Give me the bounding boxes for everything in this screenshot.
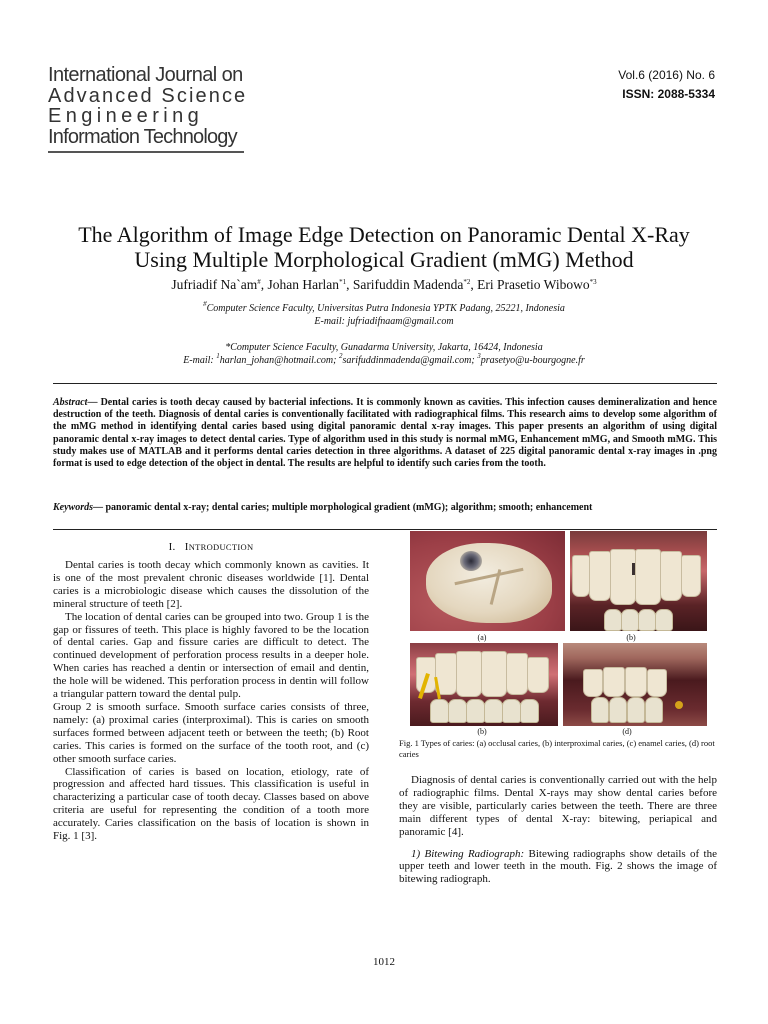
email-prefix: E-mail: [183, 355, 217, 366]
title-line-2: Using Multiple Morphological Gradient (mMG) Method [134, 247, 634, 272]
journal-name-line-3: Engineering [48, 105, 204, 127]
journal-logo-rule [48, 151, 244, 153]
affiliation-2-emails [40, 354, 728, 367]
diagnosis-paragraph: Diagnosis of dental caries is conventionally carried out with the help of radiographic films. Dental X-rays may show dental caries before they are visible, particularly caries between the teeth. There are three main different types of dental X-ray: bitewing, periapical and panoramic [4]. [399, 774, 717, 838]
right-column [399, 774, 717, 886]
author-1-mark: # [257, 278, 261, 286]
keywords [53, 502, 717, 513]
email-3[interactable]: prasetyo@u-bourgogne.fr [480, 355, 585, 366]
author-2-mark: *1 [339, 278, 347, 286]
journal-name-line-4: Information Technology [48, 126, 237, 148]
abstract-text: — Dental caries is tooth decay caused by bacterial infections. It is commonly known as cavities. This infection causes demineralization and hence destruction of the teeth. Diagnosis of dental caries is conventionally facilitated with radiographical films. This research aims to develop some algorithm of the mMG method in identifying dental caries based using digital panoramic dental x-ray images. This paper presents an algorithm of using digital panoramic dental x-ray images to detect dental caries. Type of algorithm used in this study is normal mMG, Enhancement mMG, and Smooth mMG. This study makes use of MATLAB and it performs dental caries detection in three algorithms. A dataset of 225 digital panoramic dental x-ray images in .png format is used to edge detection of the object in dental. The results are helpful to identify such caries from the tooth. [53, 397, 717, 470]
bitewing-paragraph [399, 848, 717, 887]
email-1[interactable]: harlan_johan@hotmail.com; [219, 355, 339, 366]
volume-info [618, 66, 715, 104]
affiliation-1-text: Computer Science Faculty, Universitas Putra Indonesia YPTK Padang, 25221, Indonesia [206, 303, 565, 314]
volume-number: Vol.6 (2016) No. 6 [618, 68, 715, 82]
bitewing-text: Bitewing radiographs show details of the upper teeth and lower teeth in the mouth. Fig. 2 shows the image of bitewing radiograph. [399, 847, 717, 886]
author-2: , Johan Harlan [260, 277, 340, 292]
email-3-mark: 3 [477, 352, 481, 360]
author-3: , Sarifuddin Madenda [346, 277, 464, 292]
intro-paragraph-4: Classification of caries is based on location, etiology, rate of progression and affected hard tissues. This classification is useful in characterizing a particular case of tooth decay. Classes based on above criteria are useful for representing the condition of a tooth more accurately. Caries classification on the basis of location is shown in Fig. 1 [3]. [53, 765, 369, 843]
email-2-mark: 2 [338, 352, 343, 360]
affiliation-2-text: *Computer Science Faculty, Gunadarma University, Jakarta, 16424, Indonesia [225, 342, 543, 353]
email-1-mark: 1 [216, 352, 220, 360]
journal-logo [48, 64, 248, 153]
intro-paragraph-3: Group 2 is smooth surface. Smooth surface caries consists of three, namely: (a) proximal caries (interproximal). This is caries on smooth surfaces formed between adjacent teeth or between the teeth; (b) Root caries. This caries is formed on the surface of the tooth root, and (c) other smooth surface caries. [53, 700, 369, 765]
intro-paragraph-1: Dental caries is tooth decay which commonly known as cavities. It is one of the most prevalent chronic diseases worldwide [1]. Dental caries is a microbiologic disease which causes the dissolution of the mineral structure of teeth [2]. [53, 559, 369, 610]
affiliation-2 [40, 341, 728, 367]
author-list [40, 277, 728, 293]
keywords-text: — panoramic dental x-ray; dental caries; multiple morphological gradient (mMG); algorithm; smooth; enhancement [93, 502, 593, 513]
figure-1c-enamel-caries-photo [410, 643, 558, 726]
left-column [53, 559, 369, 843]
figure-1d-label: (d) [622, 727, 632, 736]
figure-1d-root-caries-photo [563, 643, 707, 726]
author-1: Jufriadif Na`am [171, 277, 258, 292]
abstract-label: Abstract [53, 397, 88, 408]
figure-1b-label: (b) [626, 633, 636, 642]
abstract [53, 397, 717, 470]
figure-1b-interproximal-caries-photo [570, 531, 707, 631]
page-number: 1012 [373, 956, 395, 968]
author-4-mark: *3 [589, 278, 597, 286]
affiliation-1 [40, 302, 728, 328]
abstract-top-rule [53, 383, 717, 384]
author-3-mark: *2 [463, 278, 471, 286]
section-number: I. [168, 541, 176, 553]
author-4: , Eri Prasetio Wibowo [470, 277, 590, 292]
affiliation-1-mark: # [203, 300, 207, 308]
title-line-1: The Algorithm of Image Edge Detection on Panoramic Dental X-Ray [78, 222, 690, 247]
affiliation-1-email: E-mail: jufriadifnaam@gmail.com [314, 316, 454, 327]
intro-paragraph-2: The location of dental caries can be grouped into two. Group 1 is the gap or fissures of teeth. This place is highly favored to be the location of dental caries. Gap and fissure caries are difficult to detect. The continued development of perforation process results in a deeper hole. When caries has reached a dentin or intersection of email and dentin, the hole will be widened. This perforation process in dentin will follow a triangular pattern toward the dental pulp. [53, 610, 369, 701]
journal-name-line-2: Advanced Science [48, 85, 248, 107]
section-title-initial: I [184, 541, 189, 553]
keywords-label: Keywords [53, 502, 93, 513]
section-title-rest: NTRODUCTION [188, 542, 254, 552]
email-2[interactable]: sarifuddinmadenda@gmail.com; [342, 355, 478, 366]
figure-1c-label: (b) [477, 727, 487, 736]
journal-name-line-1: International Journal on [48, 64, 243, 86]
issn: ISSN: 2088-5334 [622, 87, 715, 101]
abstract-bottom-rule [53, 529, 717, 530]
figure-1a-occlusal-caries-photo [410, 531, 565, 631]
bitewing-subheading: 1) Bitewing Radiograph: [411, 847, 525, 860]
figure-1a-label: (a) [477, 633, 487, 642]
section-heading-introduction [53, 541, 369, 553]
figure-1-caption: Fig. 1 Types of caries: (a) occlusal caries, (b) interproximal caries, (c) enamel caries, (d) root caries [399, 738, 715, 759]
paper-title [40, 222, 728, 272]
